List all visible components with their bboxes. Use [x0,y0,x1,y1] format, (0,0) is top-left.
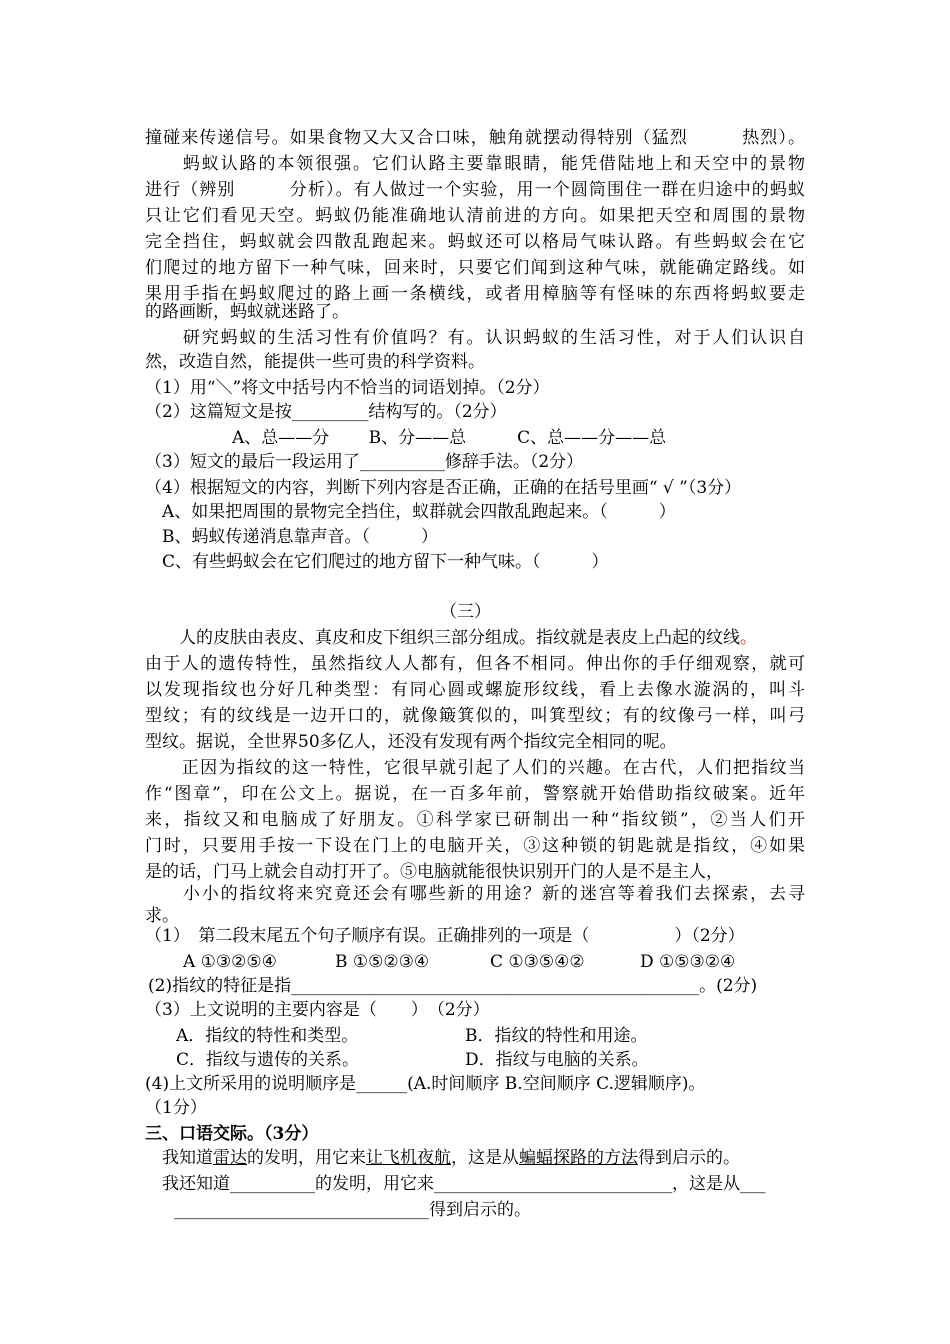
question-p3-4-score: （1分） [145,1098,207,1118]
passage3-line: 是的话，门马上就会自动打开了。⑤电脑就能很快识别开门的人是不是主人， [145,862,723,882]
question-p3-1: （1） 第二段末尾五个句子顺序有误。正确排列的一项是（ ）（2分） [145,926,745,946]
passage3-line: 以发现指纹也分好几种类型：有同心圆或螺旋形纹线，看上去像水漩涡的，叫斗 [145,680,805,700]
question-p3-1-option-b: B ①⑤②③④ [335,952,430,972]
passage2-line: 果用手指在蚂蚁爬过的路上画一条横线，或者用樟脑等有怪味的东西将蚂蚁要走 [145,284,805,304]
passage3-line: 正因为指纹的这一特性，它很早就引起了人们的兴趣。在古代，人们把指纹当 [145,758,805,778]
question-p3-3-c: C．指纹与遗传的关系。 [176,1050,360,1070]
example-text: 的发明，用它来 [247,1148,366,1168]
section3-example-line [162,1146,740,1170]
passage3-line: 型纹。据说，全世界50多亿人，还没有发现有两个指纹完全相同的呢。 [145,732,677,752]
passage3-line: 小小的指纹将来究竟还会有哪些新的用途？新的迷宫等着我们去探索，去寻 [145,884,805,904]
passage2-line: 们爬过的地方留下一种气味，回来时，只要它们闻到这种气味，就能确定路线。如 [145,258,805,278]
example-text: 我知道 [162,1148,213,1168]
passage3-line: 门时，只要用手按一下设在门上的电脑开关，③这种锁的钥匙就是指纹，④如果 [145,836,805,856]
question-p3-4: (4)上文所采用的说明顺序是______(A.时间顺序 B.空间顺序 C.逻辑顺序)。 [145,1074,706,1094]
passage3-line1-red-mark: 。 [740,628,757,648]
question-p3-1-option-c: C ①③⑤④② [490,952,585,972]
question-p2-2: （2）这篇短文是按_________结构写的。（2分） [145,402,507,422]
question-p3-3-b: B．指纹的特性和用途。 [465,1026,648,1046]
example-text: 得到启示的。 [638,1148,740,1168]
question-p3-3-a: A．指纹的特性和类型。 [176,1026,359,1046]
passage2-line: 研究蚂蚁的生活习性有价值吗？有。认识蚂蚁的生活习性，对于人们认识自 [145,328,805,348]
passage3-line: 求。 [145,906,179,926]
passage2-line: 撞碰来传递信号。如果食物又大又合口味，触角就摆动得特别（猛烈 热烈）。 [145,128,805,148]
passage2-line: 蚂蚁认路的本领很强。它们认路主要靠眼睛，能凭借陆地上和天空中的景物 [145,154,805,174]
passage2-line: 然，改造自然，能提供一些可贵的科学资料。 [145,352,485,372]
example-use: 让飞机夜航 [366,1148,451,1168]
question-p2-4-b: B、蚂蚁传递消息靠声音。（ ） [162,527,438,547]
question-p3-1-option-a: A ①③②⑤④ [183,952,277,972]
question-p3-3: （3）上文说明的主要内容是（ ） （2分） [145,1000,490,1020]
question-p2-4-c: C、有些蚂蚁会在它们爬过的地方留下一种气味。（ ） [162,552,609,572]
question-p2-4-a: A、如果把周围的景物完全挡住，蚁群就会四散乱跑起来。（ ） [162,502,676,522]
passage3-line: 由于人的遗传特性，虽然指纹人人都有，但各不相同。伸出你的手仔细观察，就可 [145,654,805,674]
question-p2-4: （4）根据短文的内容，判断下列内容是否正确，正确的在括号里画“ √ ”（3分） [145,478,742,498]
section3-fill-line: 我还知道__________的发明，用它来____________________________，这是从___ [162,1174,766,1194]
section3-fill-line: ______________________________得到启示的。 [174,1200,531,1220]
passage2-line: 完全挡住，蚂蚁就会四散乱跑起来。蚂蚁还可以格局气味认路。有些蚂蚁会在它 [145,232,805,252]
example-invention: 雷达 [213,1148,247,1168]
question-p2-1: （1）用“＼”将文中括号内不恰当的词语划掉。（2分） [145,378,550,398]
question-p3-3-d: D．指纹与电脑的关系。 [465,1050,649,1070]
question-p2-2-options: A、总——分 B、分——总 C、总——分——总 [232,428,667,448]
passage2-line: 进行（辨别 分析）。有人做过一个实验，用一个圆筒围住一群在归途中的蚂蚁 [145,180,805,200]
passage3-line: 来，指纹又和电脑成了好朋友。①科学家已研制出一种“指纹锁”，②当人们开 [145,810,805,830]
passage2-line: 只让它们看见天空。蚂蚁仍能准确地认清前进的方向。如果把天空和周围的景物 [145,206,805,226]
example-text: ，这是从 [451,1148,519,1168]
question-p3-2: (2)指纹的特征是指________________________________________________。(2分) [148,976,758,996]
passage3-line: 型纹；有的纹线是一边开口的，就像簸箕似的，叫箕型纹；有的纹像弓一样，叫弓 [145,706,805,726]
passage3-heading: （三） [440,602,491,622]
section3-heading: 三、口语交际。（3分） [145,1124,319,1144]
passage3-line1-text: 人的皮肤由表皮、真皮和皮下组织三部分组成。指纹就是表皮上凸起的纹线 [145,628,740,648]
passage3-line: 作“图章”，印在公文上。据说，在一百多年前，警察就开始借助指纹破案。近年 [145,784,805,804]
question-p2-3: （3）短文的最后一段运用了__________修辞手法。（2分） [145,452,584,472]
passage2-line: 的路画断，蚂蚁就迷路了。 [145,302,349,322]
passage3-line [145,626,757,650]
question-p3-1-option-d: D ①⑤③②④ [640,952,736,972]
example-source: 蝙蝠探路的方法 [519,1148,638,1168]
